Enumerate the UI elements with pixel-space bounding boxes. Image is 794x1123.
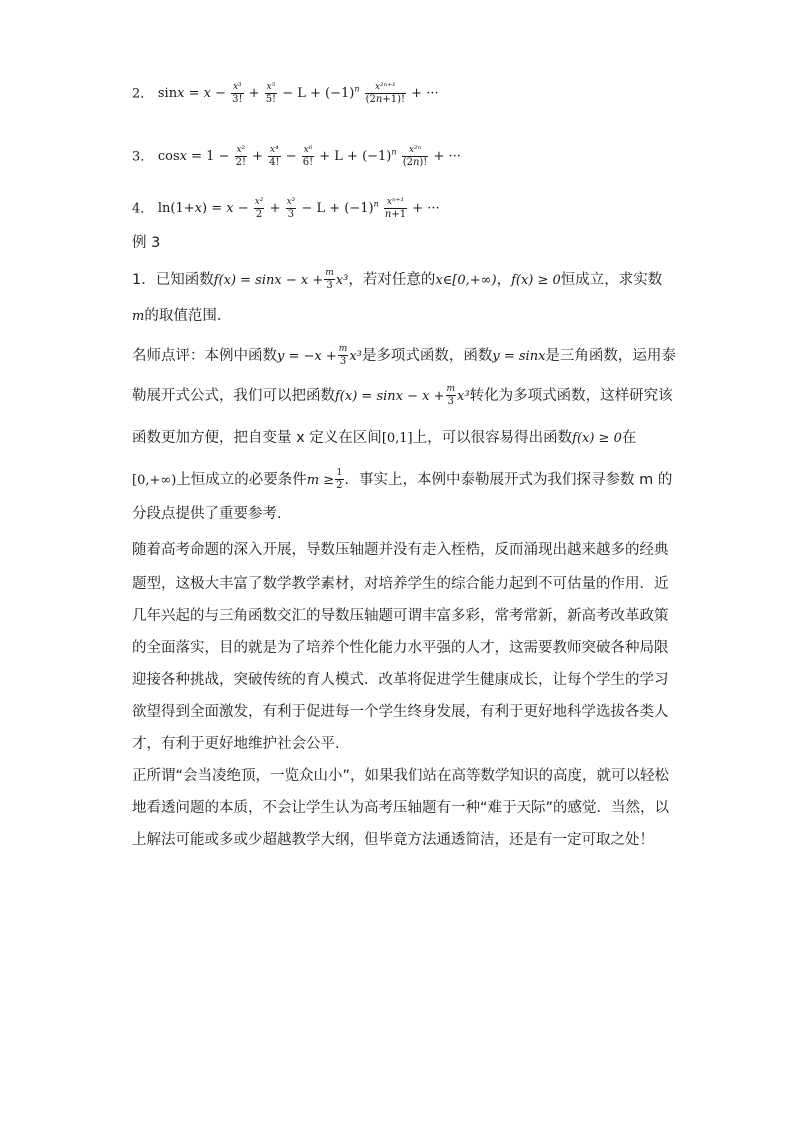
paragraph-1-line: 才，有利于更好地维护社会公平． — [132, 736, 350, 752]
frac-numerator: 1 — [336, 468, 343, 478]
comment-math: y = sinx — [492, 349, 546, 364]
problem-condition: f(x) ≥ 0 — [511, 273, 561, 288]
problem-param: m — [132, 309, 145, 324]
comment-text: 转化为多项式函数，这样研究该 — [469, 388, 673, 404]
problem-text: 1．已知函数 — [132, 272, 214, 288]
paragraph-1-line: 几年兴起的与三角函数交汇的导数压轴题可谓丰富多彩，常考常新，新高考改革政策 — [132, 608, 669, 624]
comment-math: y = −x + — [277, 349, 337, 364]
frac-denominator: 3 — [324, 279, 335, 292]
frac-denominator: 3 — [446, 395, 457, 408]
formula-cos — [132, 143, 461, 169]
formula-number: 3． — [132, 149, 154, 165]
paragraph-1-line: 欲望得到全面激发，有利于促进每一个学生终身发展，有利于更好地科学选拔各类人 — [132, 704, 669, 720]
comment-math: [0,1] — [381, 431, 413, 446]
problem-function: f(x) = sinx − x + — [213, 273, 324, 288]
formula-sin — [132, 80, 439, 106]
comment-line-3 — [132, 428, 636, 449]
problem-line-2 — [132, 306, 231, 327]
comment-math: x³ — [457, 389, 470, 404]
comment-text: 名师点评：本例中函数 — [132, 348, 277, 364]
frac-numerator: m — [325, 268, 334, 278]
comment-line-1 — [132, 344, 676, 368]
comment-text: 上，可以很容易得出函数 — [412, 430, 573, 446]
frac-numerator: m — [446, 384, 456, 394]
formula-text: sinx = x − $\frac{\text{x³}}{3!}$ + $\frac{\text{x⁵}}{5!}$ − $L + (-1)^n$ $\frac{\text{x²ⁿ⁺¹}}{(2n+1)!}$ + ··· — [157, 81, 439, 105]
paragraph-1-line: 随着高考命题的深入开展，导数压轴题并没有走入桎梏，反而涌现出越来越多的经典 — [132, 542, 669, 558]
problem-text: ， — [496, 272, 512, 288]
paragraph-1-line: 的全面落实，目的就是为了培养个性化能力水平强的人才，这需要教师突破各种局限 — [132, 640, 669, 656]
comment-math: m ≥ — [306, 473, 335, 488]
paragraph-2-line: 地看透问题的本质，不会让学生认为高考压轴题有一种“难于天际”的感觉．当然，以 — [132, 800, 670, 816]
comment-math: x³ — [349, 349, 362, 364]
frac-denominator: 3 — [338, 355, 349, 368]
problem-domain: x∈[0,+∞) — [435, 273, 497, 288]
problem-text: ，若对任意的 — [348, 272, 436, 288]
comment-text: 是三角函数，运用泰 — [545, 348, 676, 364]
example-label: 例 3 — [132, 235, 161, 251]
problem-text: 恒成立，求实数 — [560, 272, 663, 288]
comment-text: 在 — [621, 430, 637, 446]
paragraph-2-line: 上解法可能或多或少超越教学大纲，但毕竟方法通透简洁，还是有一定可取之处！ — [132, 832, 654, 848]
comment-math: f(x) = sinx − x + — [335, 389, 445, 404]
formula-number: 4． — [132, 201, 154, 217]
comment-text: 是多项式函数，函数 — [361, 348, 493, 364]
problem-text: 的取值范围． — [144, 308, 232, 324]
comment-math: f(x) ≥ 0 — [572, 431, 622, 446]
comment-math: [0,+∞) — [132, 473, 177, 488]
paragraph-1-line: 迎接各种挑战，突破传统的育人模式．改革将促进学生健康成长，让每个学生的学习 — [132, 672, 669, 688]
formula-number: 2． — [132, 86, 154, 102]
frac-numerator: m — [338, 344, 348, 354]
comment-line-4 — [132, 468, 672, 492]
frac-denominator: 2 — [336, 480, 343, 491]
problem-line-1 — [132, 268, 662, 292]
formula-text: cosx = 1 − $\frac{\text{x²}}{2!}$ + $\frac{\text{x⁴}}{4!}$ − $\frac{\text{x⁶}}{6!}$ + $L + (-1)^n$ $\frac{\text{x²ⁿ}}{(2n)!}$ + ··· — [157, 144, 461, 168]
comment-text: 上恒成立的必要条件 — [176, 472, 307, 488]
comment-text: 勒展开式公式，我们可以把函数 — [132, 388, 335, 404]
problem-power: x³ — [335, 273, 349, 288]
comment-text: ．事实上，本例中泰勒展开式为我们探寻参数 m 的 — [344, 472, 673, 488]
paragraph-2-line: 正所谓“会当凌绝顶，一览众山小”，如果我们站在高等数学知识的高度，就可以轻松 — [132, 768, 670, 784]
paragraph-1-line: 题型，这极大丰富了数学教学素材，对培养学生的综合能力起到不可估量的作用．近 — [132, 576, 669, 592]
formula-ln — [132, 195, 440, 221]
comment-text: 函数更加方便，把自变量 x 定义在区间 — [132, 430, 382, 446]
formula-text: ln(1+x) = x − $\frac{\text{x²}}{2}$ + $\frac{\text{x³}}{3}$ − $L + (-1)^n$ $\frac{\text{xⁿ⁺¹}}{n+1}$ + ··· — [157, 196, 440, 220]
comment-line-5: 分段点提供了重要参考． — [132, 506, 292, 522]
comment-line-2 — [132, 384, 673, 408]
